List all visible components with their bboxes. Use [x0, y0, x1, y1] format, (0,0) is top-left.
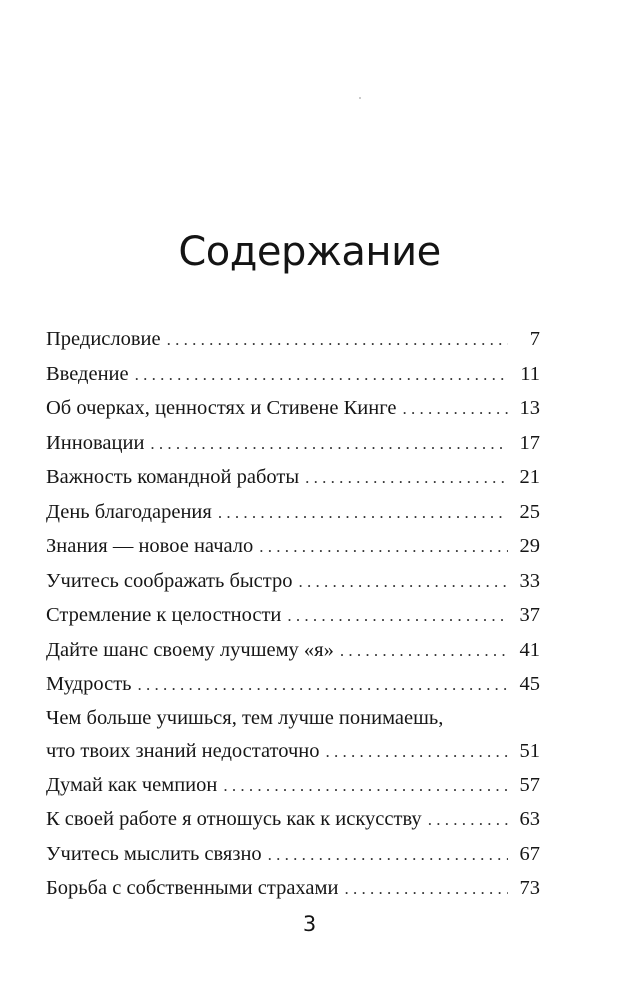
toc-entry-title: Знания — новое начало	[46, 535, 254, 557]
toc-entry-title: Учитесь мыслить связно	[46, 842, 262, 865]
toc-entry-learn-more[interactable]	[46, 702, 540, 768]
dot-leader	[287, 599, 508, 634]
toc-entry-title: Мудрость	[46, 673, 132, 695]
dot-leader	[218, 496, 508, 531]
toc-entry-title: Об очерках, ценностях и Стивене Кинге	[46, 397, 397, 419]
toc-entry-title: Стремление к целостности	[46, 604, 282, 626]
toc-entry-wisdom[interactable]	[46, 667, 540, 702]
toc-entry-title: Предисловие	[46, 328, 161, 350]
dot-leader	[135, 358, 508, 393]
toc-page-number: 73	[519, 877, 540, 899]
toc-entry-title: Инновации	[46, 431, 145, 454]
toc-entry-think-fast[interactable]	[46, 564, 540, 599]
toc-page-number: 33	[519, 569, 540, 592]
dot-leader	[299, 565, 509, 600]
toc-entry-title: К своей работе я отношусь как к искусству	[46, 808, 422, 830]
table-of-contents	[46, 322, 540, 906]
toc-entry-title: Учитесь соображать быстро	[46, 569, 293, 592]
toc-page-number: 45	[519, 673, 540, 695]
toc-page-number: 63	[519, 808, 540, 830]
dot-leader	[150, 427, 508, 462]
toc-page-number: 11	[520, 362, 540, 385]
dot-leader	[268, 838, 508, 873]
toc-page-number: 13	[519, 397, 540, 419]
toc-entry-knowledge-new-beginning[interactable]	[46, 529, 540, 564]
toc-entry-title: День благодарения	[46, 500, 212, 523]
toc-page-number: 29	[519, 535, 540, 557]
toc-entry-line2	[46, 735, 540, 768]
toc-page-number: 51	[519, 739, 540, 762]
toc-entry-title-line2: что твоих знаний недостаточно	[46, 739, 320, 762]
dot-leader	[259, 530, 508, 565]
dot-leader	[428, 803, 508, 838]
toc-entry-title: Думай как чемпион	[46, 773, 218, 796]
toc-entry-thanksgiving[interactable]	[46, 495, 540, 530]
page-number: 3	[302, 912, 317, 936]
toc-entry-introduction[interactable]	[46, 357, 540, 392]
toc-page-number: 7	[529, 328, 540, 350]
dust-speck	[359, 97, 361, 99]
toc-entry-title: Дайте шанс своему лучшему «я»	[46, 638, 334, 661]
dot-leader	[167, 323, 508, 358]
dot-leader	[223, 769, 508, 804]
toc-page-number: 17	[519, 431, 540, 454]
toc-entry-preface[interactable]	[46, 322, 540, 357]
toc-entry-essays-values-king[interactable]	[46, 391, 540, 426]
dot-leader	[305, 461, 508, 496]
toc-page-number: 67	[519, 842, 540, 865]
page-title: Содержание	[178, 229, 441, 275]
toc-entry-title: Борьба с собственными страхами	[46, 877, 339, 899]
toc-entry-think-champion[interactable]	[46, 768, 540, 803]
dot-leader	[325, 735, 508, 768]
toc-entry-integrity[interactable]	[46, 598, 540, 633]
toc-entry-innovations[interactable]	[46, 426, 540, 461]
dot-leader	[402, 392, 508, 427]
toc-entry-title-line1: Чем больше учишься, тем лучше понимаешь,	[46, 706, 444, 729]
toc-page-number: 25	[519, 500, 540, 523]
toc-entry-best-self[interactable]	[46, 633, 540, 668]
toc-entry-fighting-fears[interactable]	[46, 871, 540, 906]
toc-entry-title: Важность командной работы	[46, 466, 300, 488]
toc-entry-think-coherently[interactable]	[46, 837, 540, 872]
toc-page-number: 57	[519, 773, 540, 796]
toc-entry-work-as-art[interactable]	[46, 802, 540, 837]
toc-page-number: 21	[519, 466, 540, 488]
toc-page-number: 41	[519, 638, 540, 661]
dot-leader	[344, 872, 508, 907]
toc-page-number: 37	[519, 604, 540, 626]
toc-entry-teamwork[interactable]	[46, 460, 540, 495]
dot-leader	[138, 668, 508, 703]
dot-leader	[340, 634, 508, 669]
toc-entry-title: Введение	[46, 362, 129, 385]
